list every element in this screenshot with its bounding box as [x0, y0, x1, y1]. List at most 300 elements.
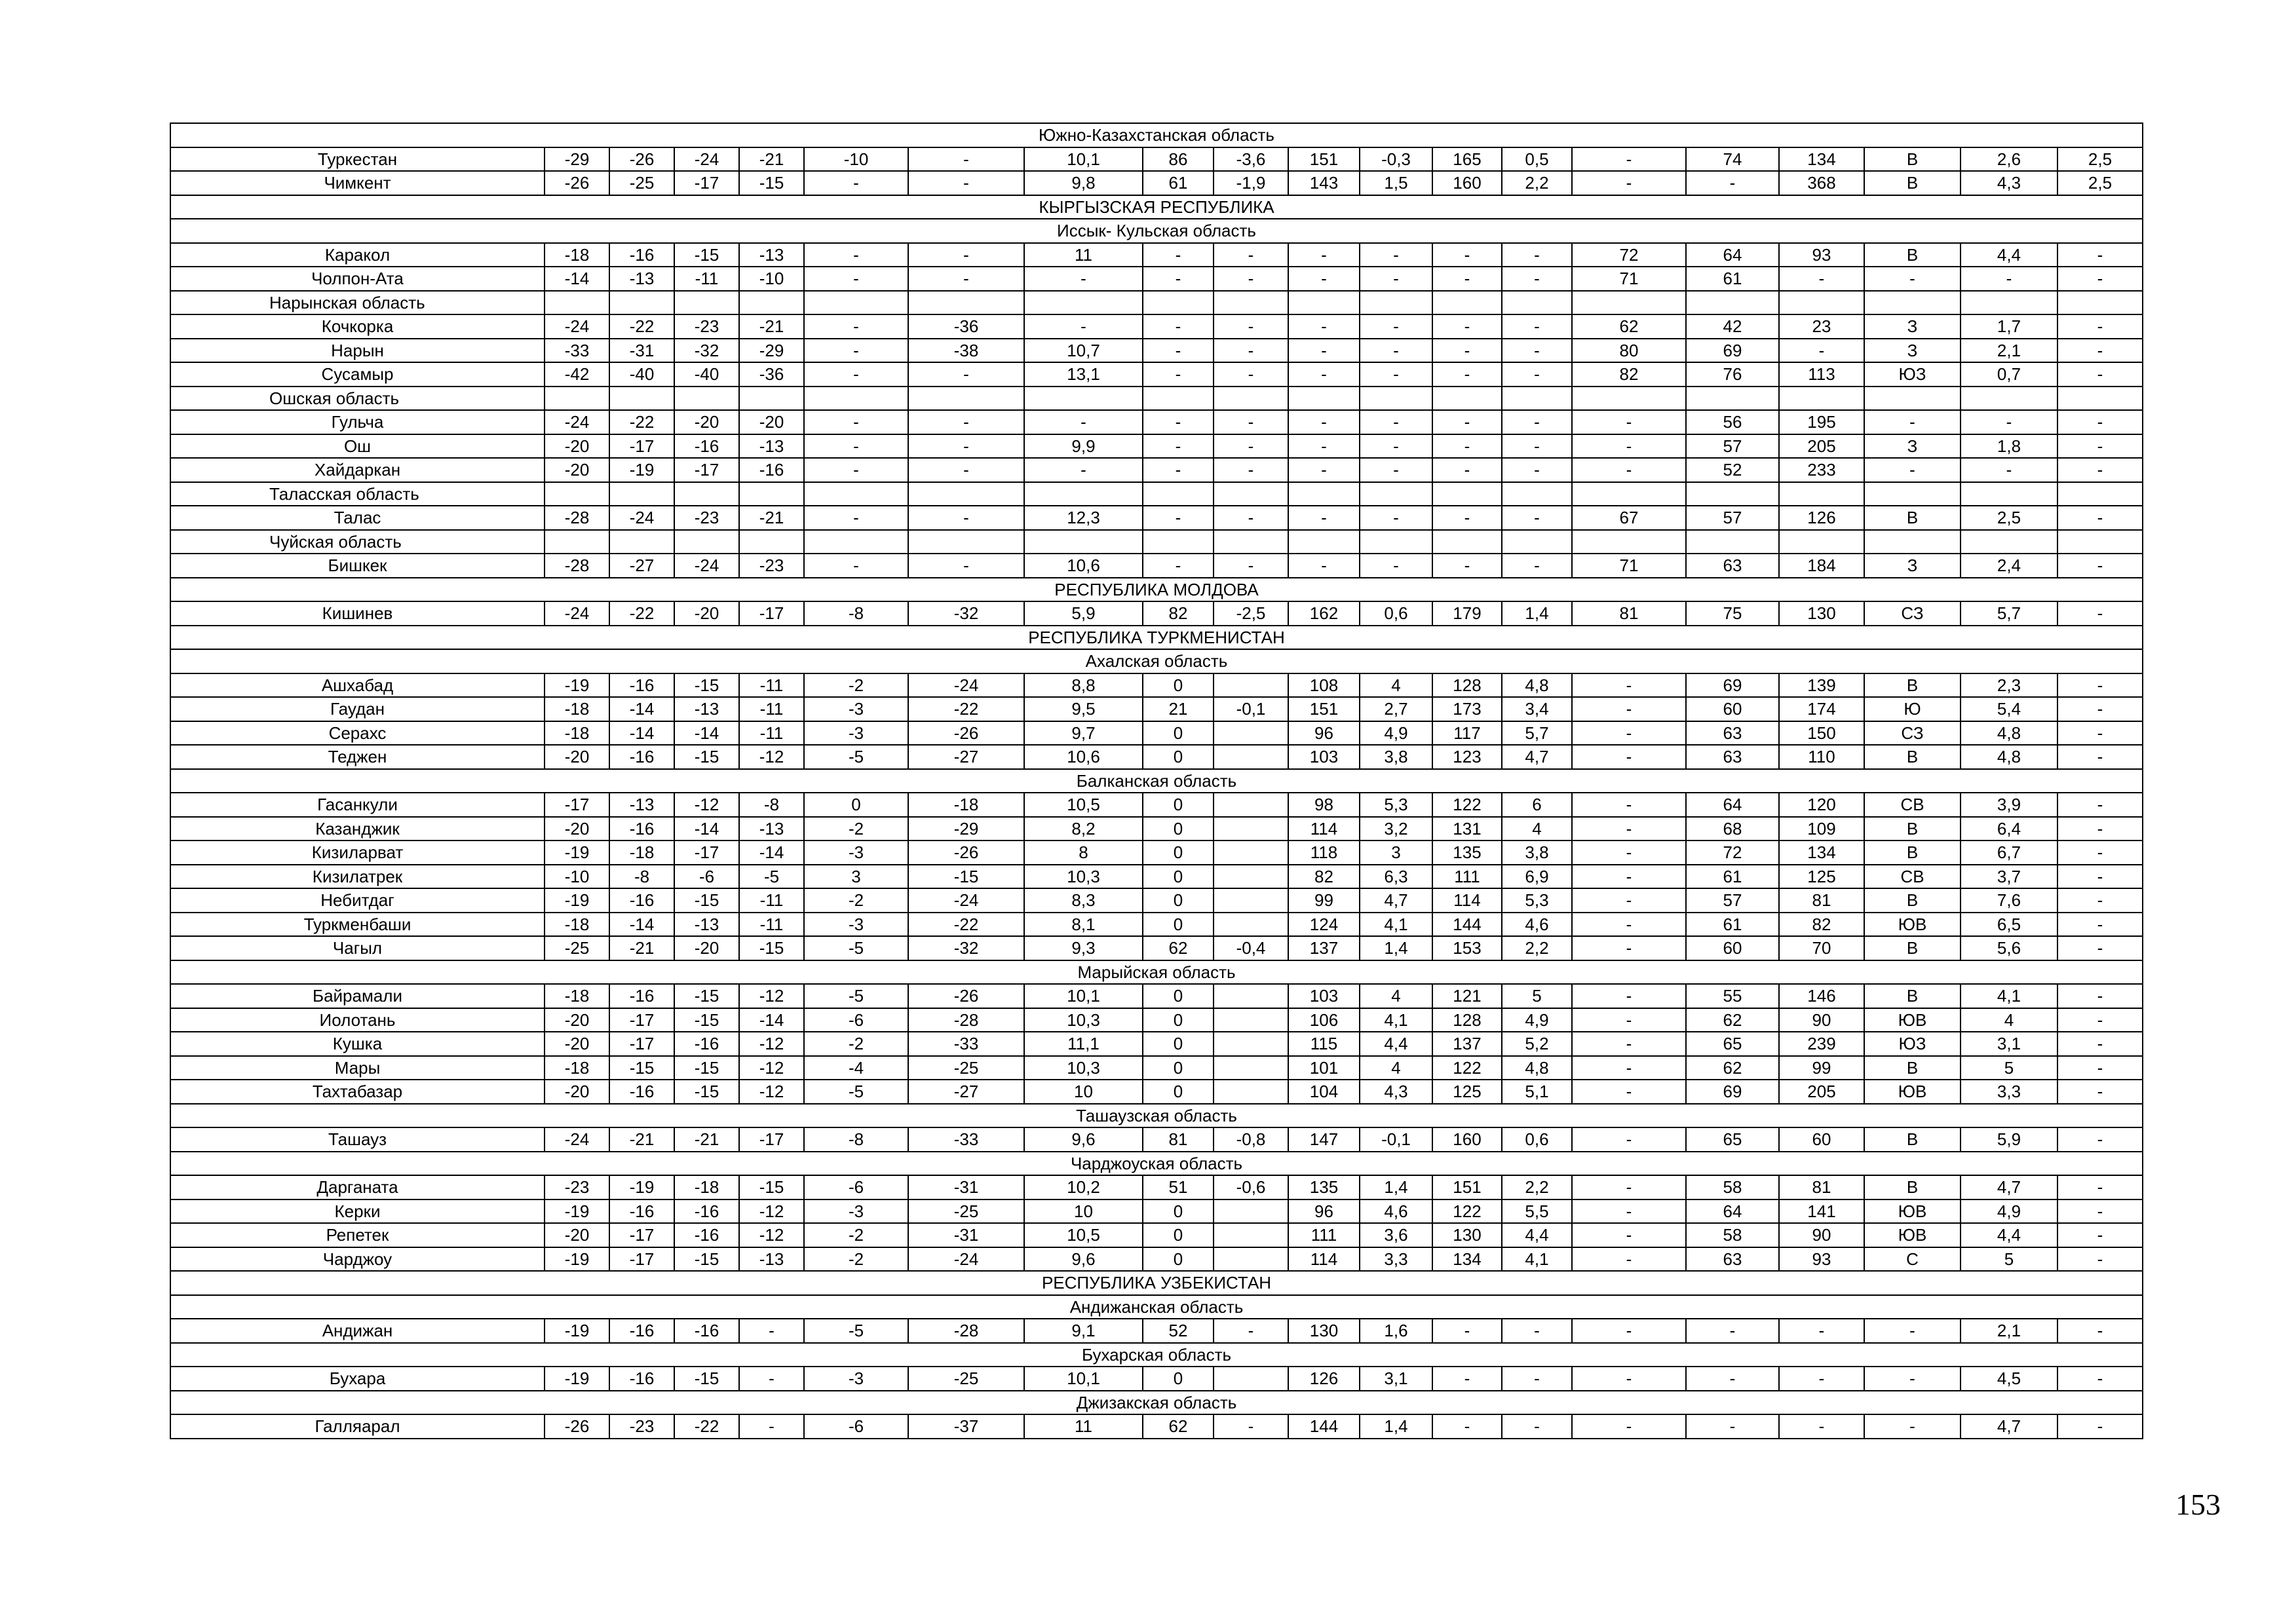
table-cell: В: [1864, 243, 1961, 267]
table-cell: -: [2057, 936, 2143, 960]
table-cell: -: [2057, 1199, 2143, 1224]
table-cell: -: [804, 314, 908, 339]
table-cell: 3,8: [1360, 745, 1432, 769]
table-cell: 86: [1143, 147, 1214, 172]
table-cell: 63: [1686, 745, 1779, 769]
table-cell: -: [1360, 554, 1432, 578]
table-cell: [1779, 482, 1864, 506]
table-cell: 195: [1779, 410, 1864, 434]
table-cell: -: [1502, 410, 1572, 434]
table-cell: -: [1572, 745, 1686, 769]
table-cell: 1,6: [1360, 1319, 1432, 1343]
region-label: Нарынская область: [170, 291, 545, 315]
table-cell: 8: [1024, 840, 1143, 865]
table-cell: 52: [1143, 1319, 1214, 1343]
table-cell: 4,3: [1961, 171, 2057, 195]
station-name: Хайдаркан: [170, 458, 545, 482]
table-cell: -15: [674, 1367, 739, 1391]
table-row: [170, 745, 2143, 769]
table-cell: -3: [804, 913, 908, 937]
table-cell: 10,6: [1024, 745, 1143, 769]
table-cell: -15: [674, 243, 739, 267]
table-cell: -20: [545, 1008, 609, 1032]
table-cell: -19: [545, 840, 609, 865]
table-cell: 68: [1686, 817, 1779, 841]
table-row: [170, 913, 2143, 937]
table-cell: 2,5: [1961, 506, 2057, 530]
table-cell: [1686, 291, 1779, 315]
table-cell: [1961, 482, 2057, 506]
table-cell: -15: [674, 1247, 739, 1272]
table-cell: -16: [674, 1223, 739, 1247]
table-cell: -0,1: [1214, 697, 1288, 721]
table-cell: -: [1572, 840, 1686, 865]
table-cell: -: [908, 434, 1024, 459]
table-cell: -: [908, 458, 1024, 482]
section-header-row: [170, 649, 2143, 673]
table-cell: -12: [674, 793, 739, 817]
table-cell: 10,5: [1024, 793, 1143, 817]
table-cell: -: [1686, 1367, 1779, 1391]
station-name: Мары: [170, 1056, 545, 1080]
table-cell: -12: [739, 1032, 804, 1056]
table-cell: 4,1: [1360, 1008, 1432, 1032]
table-cell: 69: [1686, 673, 1779, 698]
table-cell: 3,3: [1961, 1080, 2057, 1104]
table-cell: 72: [1686, 840, 1779, 865]
table-row: [170, 936, 2143, 960]
table-row: [170, 362, 2143, 387]
table-cell: 106: [1288, 1008, 1360, 1032]
table-cell: -16: [609, 243, 674, 267]
table-cell: -16: [674, 434, 739, 459]
table-cell: 67: [1572, 506, 1686, 530]
table-cell: -31: [908, 1175, 1024, 1199]
table-cell: [908, 387, 1024, 411]
station-name: Гасанкули: [170, 793, 545, 817]
table-cell: -: [804, 410, 908, 434]
table-cell: -15: [674, 673, 739, 698]
table-cell: -: [1143, 410, 1214, 434]
table-cell: -0,6: [1214, 1175, 1288, 1199]
table-cell: -42: [545, 362, 609, 387]
table-cell: -: [1572, 913, 1686, 937]
table-cell: -: [2057, 410, 2143, 434]
table-cell: 5,2: [1502, 1032, 1572, 1056]
table-cell: 1,4: [1360, 1414, 1432, 1439]
table-cell: [1143, 482, 1214, 506]
table-cell: -16: [609, 817, 674, 841]
table-cell: 69: [1686, 339, 1779, 363]
table-cell: 4,6: [1502, 913, 1572, 937]
table-cell: [1432, 482, 1502, 506]
table-row: [170, 1367, 2143, 1391]
table-cell: -: [1432, 434, 1502, 459]
table-cell: В: [1864, 888, 1961, 913]
table-cell: -24: [908, 673, 1024, 698]
table-cell: В: [1864, 506, 1961, 530]
table-cell: -: [1686, 1319, 1779, 1343]
table-cell: [545, 291, 609, 315]
subsection-row: [170, 530, 2143, 554]
table-cell: 1,4: [1360, 1175, 1432, 1199]
table-cell: -20: [674, 936, 739, 960]
table-cell: -: [1288, 506, 1360, 530]
table-row: [170, 243, 2143, 267]
table-cell: -: [2057, 1032, 2143, 1056]
table-cell: [1143, 530, 1214, 554]
table-cell: -: [804, 554, 908, 578]
table-cell: -16: [609, 673, 674, 698]
table-cell: 65: [1686, 1127, 1779, 1152]
table-cell: -5: [804, 1080, 908, 1104]
table-cell: -32: [674, 339, 739, 363]
table-cell: -16: [674, 1199, 739, 1224]
table-cell: -12: [739, 745, 804, 769]
table-cell: -: [1572, 171, 1686, 195]
table-cell: [1288, 291, 1360, 315]
table-cell: -15: [674, 745, 739, 769]
table-cell: 64: [1686, 793, 1779, 817]
table-row: [170, 817, 2143, 841]
table-cell: [609, 530, 674, 554]
table-cell: -25: [908, 1367, 1024, 1391]
table-cell: -24: [609, 506, 674, 530]
table-cell: 5,7: [1961, 601, 2057, 626]
table-cell: 128: [1432, 673, 1502, 698]
table-cell: 101: [1288, 1056, 1360, 1080]
table-cell: -: [1214, 1414, 1288, 1439]
table-cell: -: [1502, 362, 1572, 387]
table-cell: -: [1143, 267, 1214, 291]
table-cell: [1214, 387, 1288, 411]
table-cell: 1,4: [1360, 936, 1432, 960]
table-cell: 10,7: [1024, 339, 1143, 363]
table-cell: [1864, 482, 1961, 506]
region-label: Чуйская область: [170, 530, 545, 554]
table-cell: 69: [1686, 1080, 1779, 1104]
table-cell: [1214, 673, 1288, 698]
table-cell: -5: [804, 1319, 908, 1343]
table-cell: 0: [1143, 745, 1214, 769]
table-cell: 9,6: [1024, 1127, 1143, 1152]
table-cell: 114: [1432, 888, 1502, 913]
table-cell: 61: [1143, 171, 1214, 195]
table-cell: -: [1432, 1367, 1502, 1391]
table-cell: 131: [1432, 817, 1502, 841]
table-cell: -: [1214, 339, 1288, 363]
table-cell: 125: [1432, 1080, 1502, 1104]
station-name: Кизиларват: [170, 840, 545, 865]
station-name: Каракол: [170, 243, 545, 267]
section-header: Чарджоуская область: [170, 1152, 2143, 1176]
table-cell: -: [1502, 554, 1572, 578]
table-cell: 99: [1288, 888, 1360, 913]
table-cell: -: [1779, 1367, 1864, 1391]
table-cell: 144: [1288, 1414, 1360, 1439]
table-cell: 81: [1779, 1175, 1864, 1199]
table-cell: 126: [1779, 506, 1864, 530]
table-cell: -21: [674, 1127, 739, 1152]
table-cell: [1572, 530, 1686, 554]
table-cell: 3,1: [1961, 1032, 2057, 1056]
table-cell: -: [804, 434, 908, 459]
station-name: Кочкорка: [170, 314, 545, 339]
table-cell: 151: [1288, 697, 1360, 721]
table-cell: 150: [1779, 721, 1864, 746]
table-cell: 10,3: [1024, 1008, 1143, 1032]
table-cell: -8: [609, 865, 674, 889]
table-cell: -: [1143, 339, 1214, 363]
table-cell: 4,6: [1360, 1199, 1432, 1224]
table-cell: 11,1: [1024, 1032, 1143, 1056]
table-cell: -18: [674, 1175, 739, 1199]
table-cell: [1961, 387, 2057, 411]
table-cell: 5,6: [1961, 936, 2057, 960]
table-cell: -0,4: [1214, 936, 1288, 960]
table-cell: 90: [1779, 1223, 1864, 1247]
table-cell: -20: [545, 817, 609, 841]
table-cell: [1214, 1008, 1288, 1032]
table-cell: 4,4: [1360, 1032, 1432, 1056]
table-cell: -: [1686, 1414, 1779, 1439]
table-cell: -: [1572, 865, 1686, 889]
table-cell: 60: [1779, 1127, 1864, 1152]
table-cell: -: [1572, 410, 1686, 434]
table-cell: [908, 530, 1024, 554]
table-cell: 122: [1432, 1056, 1502, 1080]
table-cell: 143: [1288, 171, 1360, 195]
table-cell: -: [1288, 267, 1360, 291]
table-cell: 62: [1143, 1414, 1214, 1439]
table-row: [170, 1127, 2143, 1152]
table-cell: -6: [804, 1414, 908, 1439]
table-cell: 4,7: [1961, 1414, 2057, 1439]
table-cell: -16: [609, 1367, 674, 1391]
table-cell: [1214, 913, 1288, 937]
section-header-row: [170, 626, 2143, 650]
table-cell: -14: [674, 721, 739, 746]
section-header: Ахалская область: [170, 649, 2143, 673]
table-cell: [1502, 291, 1572, 315]
table-cell: -: [1961, 410, 2057, 434]
table-cell: -0,3: [1360, 147, 1432, 172]
table-cell: [1502, 387, 1572, 411]
table-cell: -: [2057, 506, 2143, 530]
table-cell: -28: [908, 1319, 1024, 1343]
table-cell: [1572, 291, 1686, 315]
table-cell: 75: [1686, 601, 1779, 626]
table-cell: -: [1360, 339, 1432, 363]
table-cell: 62: [1686, 1008, 1779, 1032]
table-cell: 3,1: [1360, 1367, 1432, 1391]
table-cell: [674, 530, 739, 554]
table-cell: -22: [908, 697, 1024, 721]
table-cell: -: [804, 506, 908, 530]
table-cell: 98: [1288, 793, 1360, 817]
table-cell: 4,4: [1961, 1223, 2057, 1247]
table-cell: ЮЗ: [1864, 1032, 1961, 1056]
table-cell: -17: [609, 1223, 674, 1247]
table-cell: 11: [1024, 1414, 1143, 1439]
table-row: [170, 1319, 2143, 1343]
table-cell: 130: [1779, 601, 1864, 626]
table-cell: 10,5: [1024, 1223, 1143, 1247]
table-cell: 62: [1143, 936, 1214, 960]
table-cell: -: [2057, 913, 2143, 937]
table-cell: 110: [1779, 745, 1864, 769]
section-header: Джизакская область: [170, 1391, 2143, 1415]
table-cell: СЗ: [1864, 721, 1961, 746]
table-row: [170, 793, 2143, 817]
table-cell: -: [1360, 410, 1432, 434]
table-cell: [545, 482, 609, 506]
table-cell: 3,6: [1360, 1223, 1432, 1247]
table-cell: -21: [739, 506, 804, 530]
table-cell: 76: [1686, 362, 1779, 387]
table-cell: СВ: [1864, 865, 1961, 889]
table-cell: -: [1214, 362, 1288, 387]
table-cell: -: [2057, 314, 2143, 339]
table-cell: 162: [1288, 601, 1360, 626]
table-cell: [2057, 291, 2143, 315]
table-row: [170, 697, 2143, 721]
table-cell: -3,6: [1214, 147, 1288, 172]
table-row: [170, 1223, 2143, 1247]
table-cell: -33: [908, 1032, 1024, 1056]
table-cell: -: [1214, 243, 1288, 267]
table-cell: [1214, 840, 1288, 865]
table-cell: 4: [1360, 673, 1432, 698]
table-cell: 0: [1143, 1367, 1214, 1391]
table-cell: З: [1864, 554, 1961, 578]
table-cell: -: [1572, 936, 1686, 960]
table-cell: -25: [908, 1056, 1024, 1080]
table-cell: -21: [739, 314, 804, 339]
table-cell: -: [908, 267, 1024, 291]
table-cell: 4: [1961, 1008, 2057, 1032]
table-cell: [804, 387, 908, 411]
station-name: Чолпон-Ата: [170, 267, 545, 291]
table-cell: -: [804, 339, 908, 363]
table-cell: -11: [674, 267, 739, 291]
table-cell: -18: [545, 697, 609, 721]
table-cell: 5,3: [1502, 888, 1572, 913]
table-cell: -24: [908, 1247, 1024, 1272]
table-cell: -: [1360, 434, 1432, 459]
table-cell: 8,3: [1024, 888, 1143, 913]
table-cell: -: [739, 1414, 804, 1439]
table-cell: [1779, 387, 1864, 411]
table-cell: [739, 291, 804, 315]
table-cell: -: [1143, 314, 1214, 339]
table-cell: 104: [1288, 1080, 1360, 1104]
table-cell: [1360, 530, 1432, 554]
table-cell: [1360, 387, 1432, 411]
table-row: [170, 147, 2143, 172]
table-cell: 151: [1432, 1175, 1502, 1199]
table-cell: -: [804, 458, 908, 482]
table-cell: -: [804, 171, 908, 195]
table-cell: -3: [804, 721, 908, 746]
section-header-row: [170, 1295, 2143, 1319]
table-cell: 6,4: [1961, 817, 2057, 841]
table-cell: 52: [1686, 458, 1779, 482]
table-cell: 13,1: [1024, 362, 1143, 387]
table-cell: 103: [1288, 745, 1360, 769]
table-cell: 122: [1432, 1199, 1502, 1224]
table-cell: -20: [545, 1223, 609, 1247]
table-cell: 2,4: [1961, 554, 2057, 578]
table-cell: [1214, 888, 1288, 913]
table-cell: [1214, 1056, 1288, 1080]
table-cell: -: [1360, 506, 1432, 530]
table-cell: -17: [609, 434, 674, 459]
station-name: Кизилатрек: [170, 865, 545, 889]
table-cell: 122: [1432, 793, 1502, 817]
table-cell: 144: [1432, 913, 1502, 937]
table-cell: [1572, 482, 1686, 506]
table-cell: -: [1143, 362, 1214, 387]
table-cell: 4,3: [1360, 1080, 1432, 1104]
table-cell: -4: [804, 1056, 908, 1080]
table-cell: -33: [908, 1127, 1024, 1152]
table-cell: -13: [674, 697, 739, 721]
table-cell: 173: [1432, 697, 1502, 721]
table-cell: -12: [739, 1056, 804, 1080]
table-cell: 4: [1360, 1056, 1432, 1080]
table-cell: [1214, 1032, 1288, 1056]
table-cell: 4,4: [1961, 243, 2057, 267]
table-cell: -: [1864, 1414, 1961, 1439]
table-cell: -: [2057, 554, 2143, 578]
table-cell: -: [2057, 1056, 2143, 1080]
table-row: [170, 840, 2143, 865]
table-cell: [1686, 387, 1779, 411]
table-row: [170, 673, 2143, 698]
table-cell: 9,6: [1024, 1247, 1143, 1272]
table-cell: -: [1360, 243, 1432, 267]
table-cell: 134: [1432, 1247, 1502, 1272]
table-cell: 5,7: [1502, 721, 1572, 746]
table-cell: -: [1502, 267, 1572, 291]
table-cell: 3,3: [1360, 1247, 1432, 1272]
table-cell: -23: [609, 1414, 674, 1439]
subsection-row: [170, 482, 2143, 506]
table-cell: -: [1779, 339, 1864, 363]
table-cell: 60: [1686, 936, 1779, 960]
table-cell: -23: [674, 314, 739, 339]
table-cell: 6,3: [1360, 865, 1432, 889]
table-cell: -24: [545, 1127, 609, 1152]
table-cell: -: [1864, 1319, 1961, 1343]
table-cell: -3: [804, 840, 908, 865]
table-cell: 4,7: [1502, 745, 1572, 769]
table-cell: 151: [1288, 147, 1360, 172]
section-header-row: [170, 1152, 2143, 1176]
table-cell: [1214, 1247, 1288, 1272]
table-cell: [1214, 817, 1288, 841]
table-cell: -40: [609, 362, 674, 387]
table-cell: -: [2057, 1080, 2143, 1104]
table-cell: 2,1: [1961, 339, 2057, 363]
table-cell: [804, 291, 908, 315]
table-cell: -20: [545, 1080, 609, 1104]
table-cell: -: [1214, 506, 1288, 530]
table-cell: 51: [1143, 1175, 1214, 1199]
table-cell: -20: [674, 410, 739, 434]
station-name: Керки: [170, 1199, 545, 1224]
